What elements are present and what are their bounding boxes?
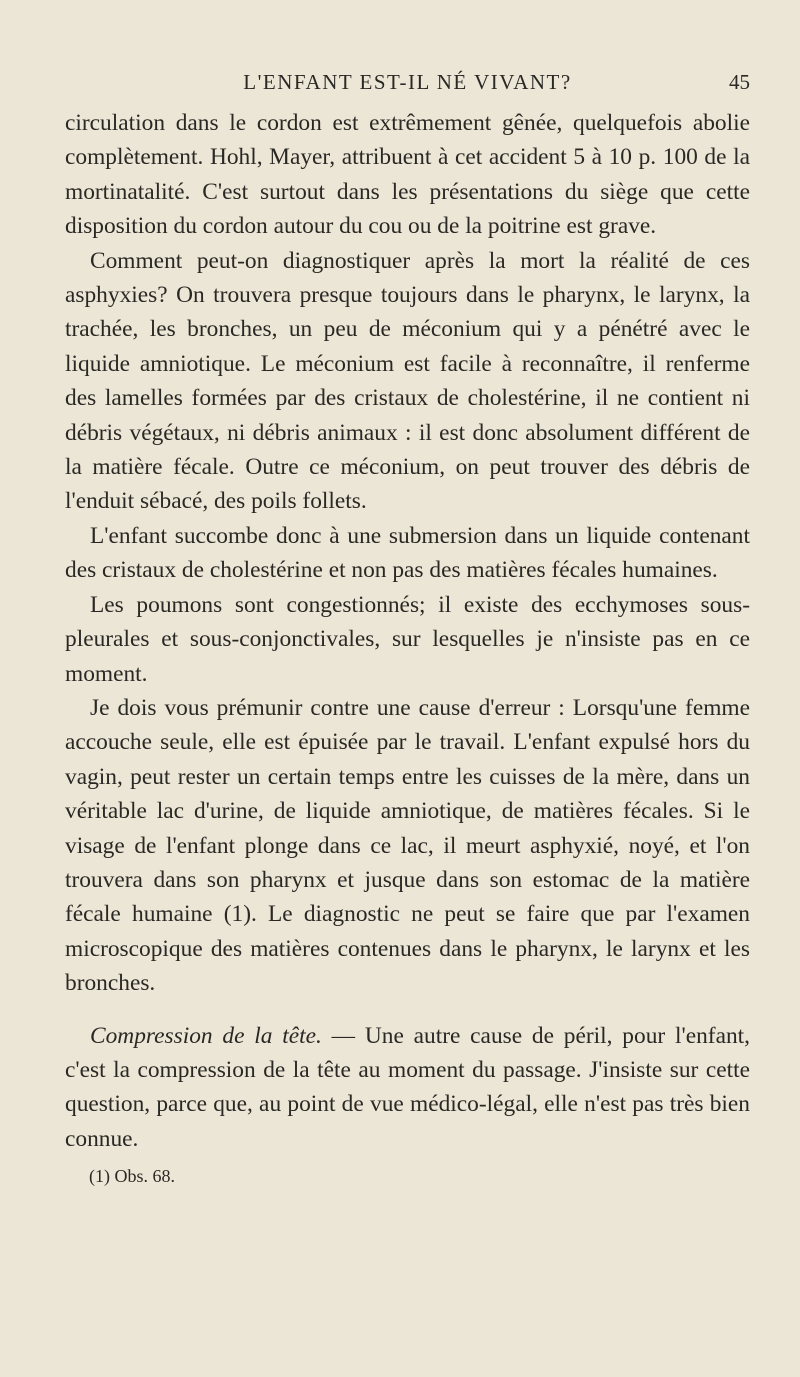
paragraph-5: Je dois vous prémunir contre une cause d'erreur : Lorsqu'une femme accouche seule, elle est épuisée par le travail. L'enfant expulsé hors du vagin, peut rester un certain temps entre les cuisses de la mère, dans un véritable lac d'urine, de liquide amniotique, de matières fécales. Si le visage de l'enfant plonge dans ce lac, il meurt asphyxié, noyé, et l'on trouvera dans son pharynx et jusque dans son estomac de la matière fécale humaine (1). Le diagnostic ne peut se faire que par l'examen microscopique des matières contenues dans le pharynx, le larynx et les bronches. <box>65 694 750 997</box>
section-paragraph <box>65 1019 750 1157</box>
paragraph-1: circulation dans le cordon est extrêmement gênée, quelquefois abolie complètement. Hohl, Mayer, attribuent à cet accident 5 à 10 p. 100 de la mortinatalité. C'est surtout dans les présentations du siège que cette disposition du cordon autour du cou ou de la poitrine est grave. <box>65 110 750 240</box>
page-number: 45 <box>729 70 750 94</box>
running-title: L'ENFANT EST-IL NÉ VIVANT? <box>243 70 572 94</box>
running-head <box>65 70 750 100</box>
section-title: Compression de la tête. <box>90 1022 322 1049</box>
paragraph-4: Les poumons sont congestionnés; il existe des ecchymoses sous-pleurales et sous-conjonctivales, sur lesquelles je n'insiste pas en ce moment. <box>65 591 750 687</box>
section-text: — Une autre cause de péril, pour l'enfant, c'est la compression de la tête au moment du passage. J'insiste sur cette question, parce que, au point de vue médico-légal, elle n'est pas très bien connue. <box>65 1022 750 1152</box>
paragraph-3: L'enfant succombe donc à une submersion dans un liquide contenant des cristaux de cholestérine et non pas des matières fécales humaines. <box>65 522 750 584</box>
paragraph-2: Comment peut-on diagnostiquer après la mort la réalité de ces asphyxies? On trouvera presque toujours dans le pharynx, le larynx, la trachée, les bronches, un peu de méconium qui y a pénétré avec le liquide amniotique. Le méconium est facile à reconnaître, il renferme des lamelles formées par des cristaux de cholestérine, il ne contient ni débris végétaux, ni débris animaux : il est donc absolument différent de la matière fécale. Outre ce méconium, on peut trouver des débris de l'enduit sébacé, des poils follets. <box>65 247 750 515</box>
body-text <box>65 106 750 1156</box>
footnote: (1) Obs. 68. <box>89 1166 175 1187</box>
